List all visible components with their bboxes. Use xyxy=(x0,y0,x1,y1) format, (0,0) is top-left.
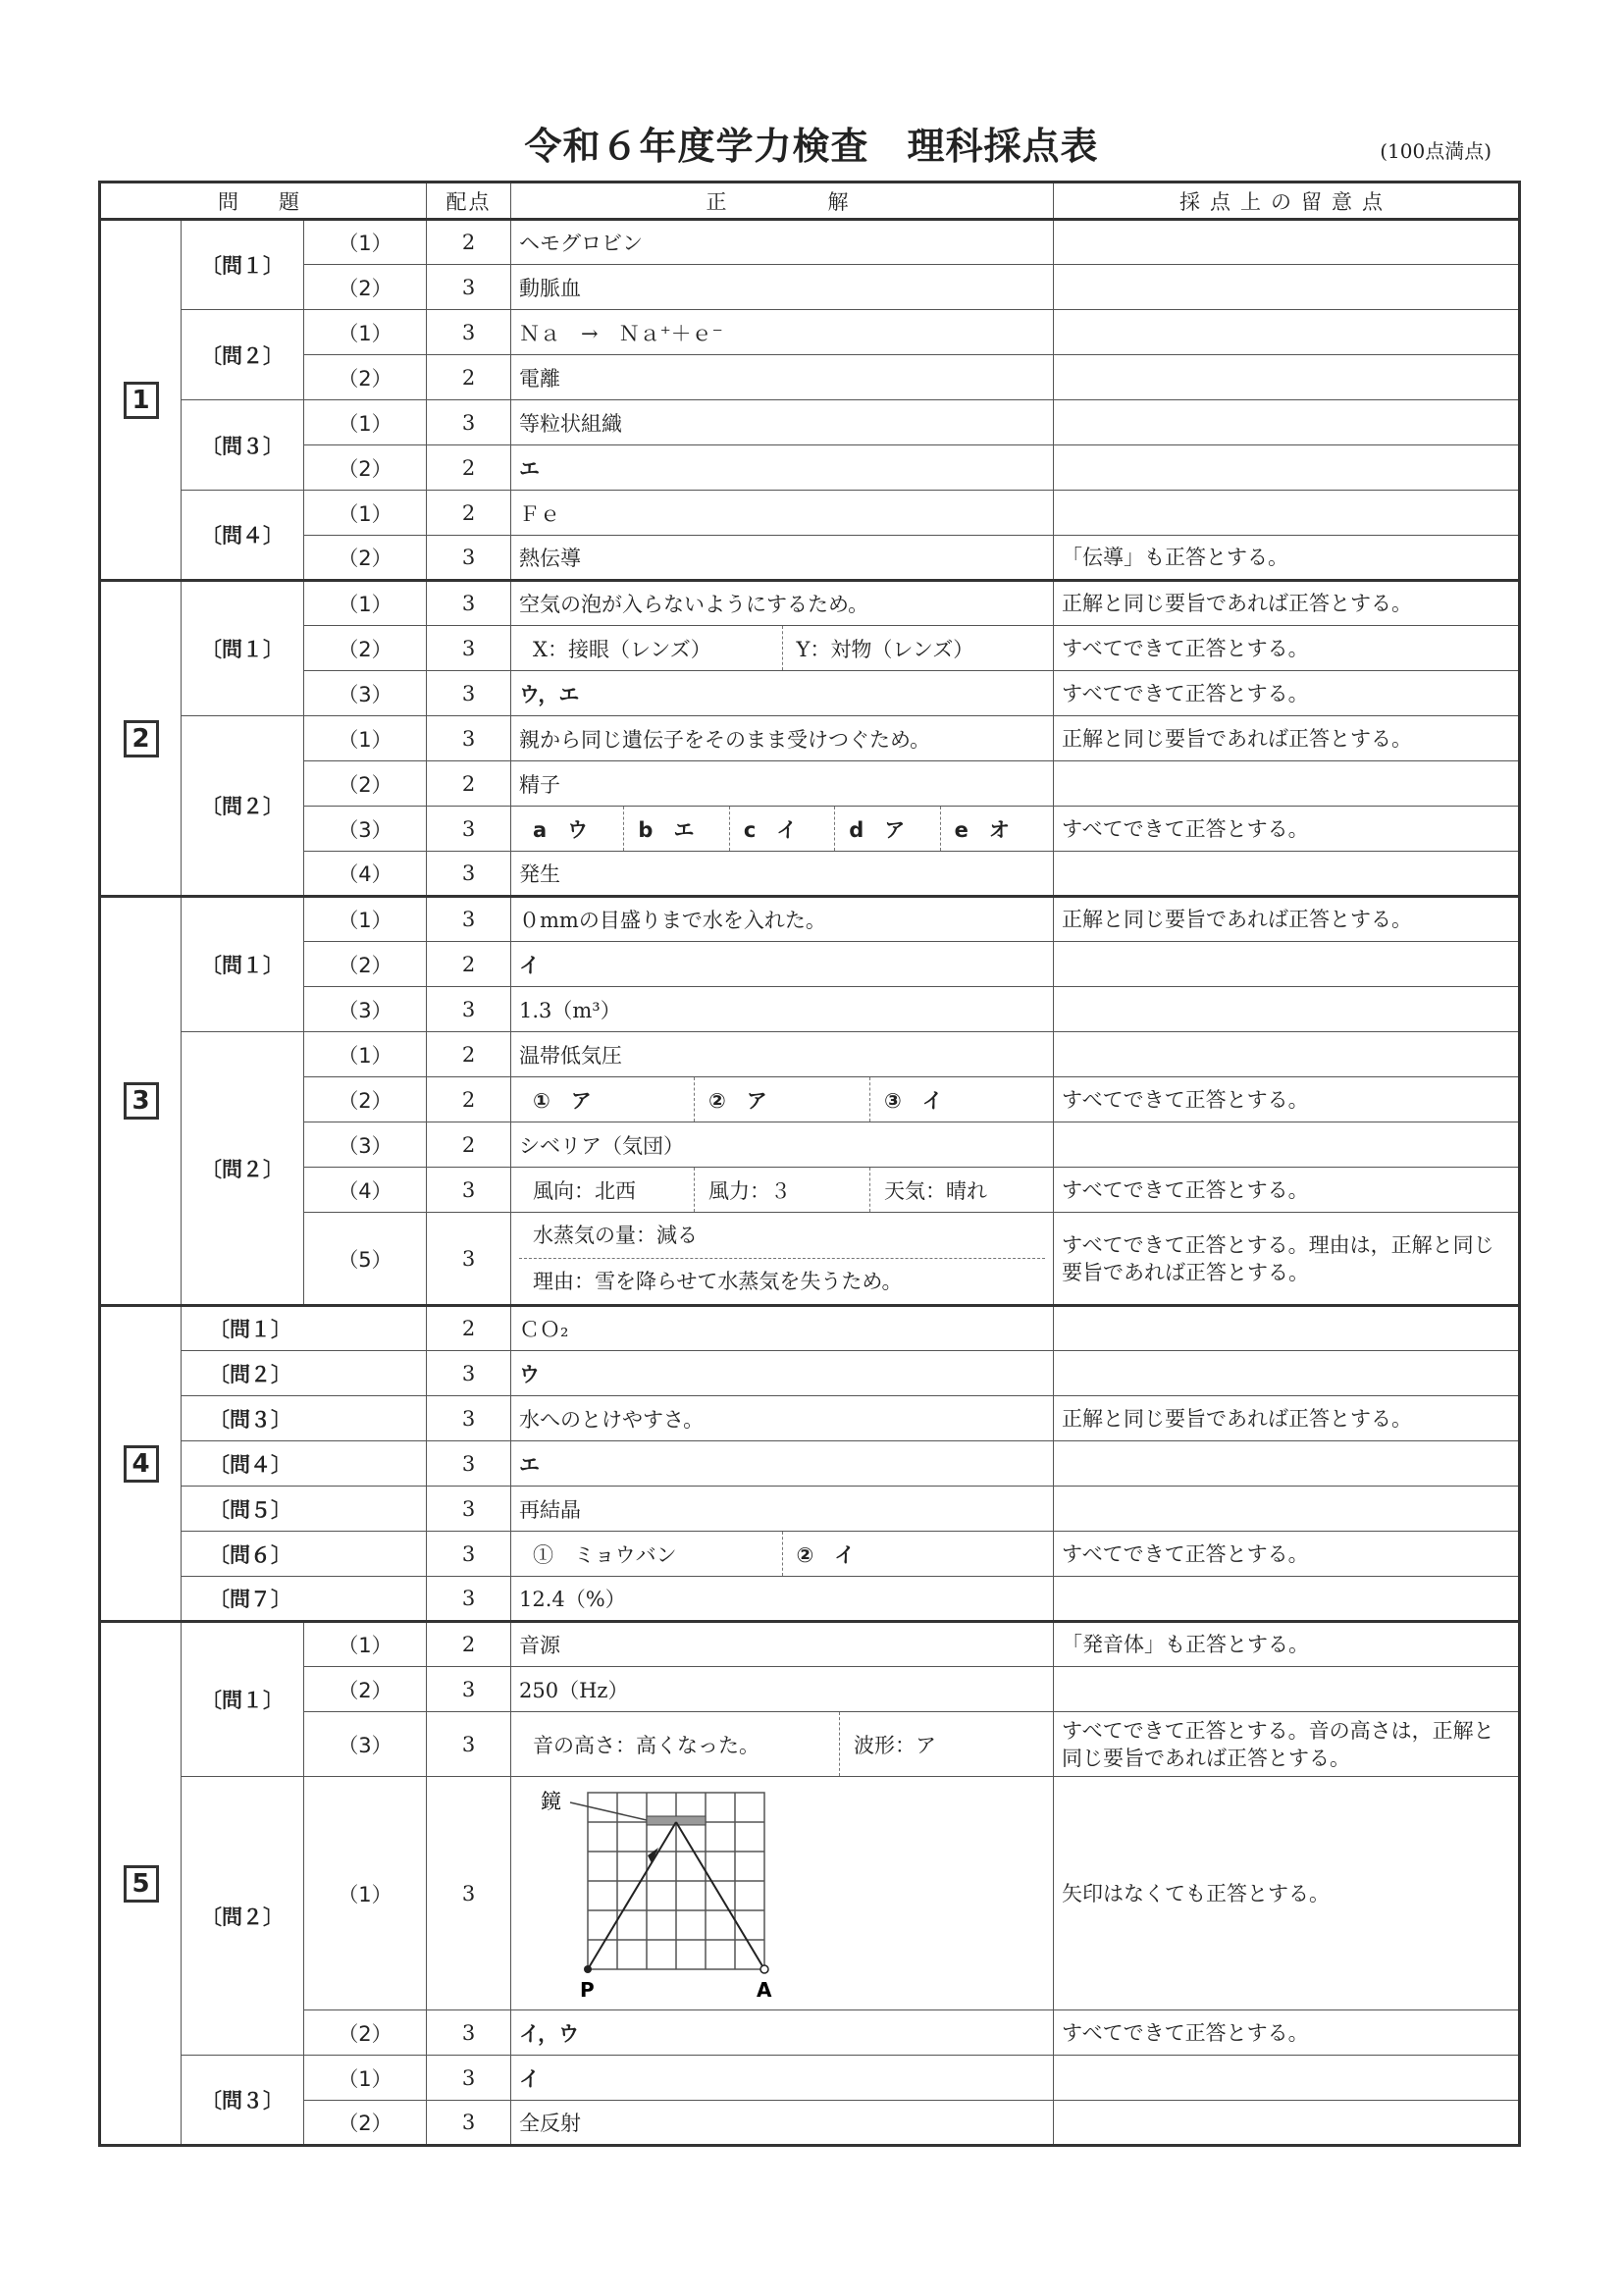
table-row xyxy=(100,1777,1520,2010)
answer: イ xyxy=(511,2056,1054,2101)
question-label: 〔問１〕 xyxy=(182,897,304,1032)
remarks xyxy=(1054,1441,1520,1487)
question-label: 〔問１〕 xyxy=(182,1306,427,1351)
remarks xyxy=(1054,1351,1520,1396)
sub-label: （4） xyxy=(304,852,427,897)
answer: 熱伝導 xyxy=(511,536,1054,581)
remarks: すべてできて正答とする。理由は，正解と同じ要旨であれば正答とする。 xyxy=(1054,1213,1520,1306)
table-row xyxy=(100,2101,1520,2146)
answer: ウ，エ xyxy=(511,671,1054,716)
remarks: すべてできて正答とする。音の高さは，正解と同じ要旨であれば正答とする。 xyxy=(1054,1712,1520,1777)
sub-label: （2） xyxy=(304,761,427,807)
question-label: 〔問１〕 xyxy=(182,581,304,716)
answer xyxy=(511,626,1054,671)
answer-part: ② ア xyxy=(694,1077,869,1122)
points: 3 xyxy=(427,1441,511,1487)
points: 2 xyxy=(427,445,511,491)
question-label: 〔問７〕 xyxy=(182,1577,427,1622)
header-remarks: 採点上の留意点 xyxy=(1054,183,1520,220)
points: 3 xyxy=(427,1577,511,1622)
remarks: 正解と同じ要旨であれば正答とする。 xyxy=(1054,1396,1520,1441)
remarks: 「発音体」も正答とする。 xyxy=(1054,1622,1520,1667)
answer: 親から同じ遺伝子をそのまま受けつぐため。 xyxy=(511,716,1054,761)
answer-part: 天気：晴れ xyxy=(869,1168,1045,1212)
remarks xyxy=(1054,1122,1520,1168)
table-row xyxy=(100,220,1520,265)
points: 2 xyxy=(427,1622,511,1667)
answer-part: ① ミョウバン xyxy=(533,1542,677,1567)
remarks xyxy=(1054,987,1520,1032)
section-3: 3 xyxy=(100,897,182,1306)
question-label: 〔問２〕 xyxy=(182,1032,304,1306)
table-row xyxy=(100,1487,1520,1532)
question-label: 〔問１〕 xyxy=(182,1622,304,1777)
answer xyxy=(511,807,1054,852)
points: 3 xyxy=(427,1351,511,1396)
answer: ＣＯ₂ xyxy=(511,1306,1054,1351)
header-answer: 正 解 xyxy=(511,183,1054,220)
table-row xyxy=(100,761,1520,807)
remarks xyxy=(1054,852,1520,897)
table-row xyxy=(100,626,1520,671)
remarks: すべてできて正答とする。 xyxy=(1054,626,1520,671)
points: 3 xyxy=(427,400,511,445)
label-p: P xyxy=(580,1978,595,2002)
remarks xyxy=(1054,2056,1520,2101)
sub-label: （1） xyxy=(304,400,427,445)
points: 2 xyxy=(427,355,511,400)
answer xyxy=(511,1712,1054,1777)
answer: エ xyxy=(511,1441,1054,1487)
answer xyxy=(511,1168,1054,1213)
sub-label: （2） xyxy=(304,445,427,491)
sub-label: （3） xyxy=(304,987,427,1032)
label-a: A xyxy=(757,1978,772,2002)
table-row xyxy=(100,1396,1520,1441)
table-row xyxy=(100,1532,1520,1577)
table-row xyxy=(100,716,1520,761)
answer-part: 風力：３ xyxy=(694,1168,869,1212)
question-label: 〔問６〕 xyxy=(182,1532,427,1577)
table-row xyxy=(100,265,1520,310)
sub-label: （1） xyxy=(304,220,427,265)
points: 3 xyxy=(427,1487,511,1532)
remarks xyxy=(1054,2101,1520,2146)
remarks xyxy=(1054,491,1520,536)
incident-ray xyxy=(588,1822,676,1969)
answer: エ xyxy=(511,445,1054,491)
points: 2 xyxy=(427,1077,511,1122)
answer: 空気の泡が入らないようにするため。 xyxy=(511,581,1054,626)
answer-part: 理由：雪を降らせて水蒸気を失うため。 xyxy=(533,1270,903,1293)
points: 3 xyxy=(427,1532,511,1577)
answer: Ｆｅ xyxy=(511,491,1054,536)
answer-part: a ウ xyxy=(533,817,589,842)
sub-label: （3） xyxy=(304,807,427,852)
table-row xyxy=(100,1168,1520,1213)
table-row xyxy=(100,1351,1520,1396)
question-label: 〔問３〕 xyxy=(182,400,304,491)
answer-part: ③ イ xyxy=(869,1077,1045,1122)
table-row xyxy=(100,1122,1520,1168)
answer: イ，ウ xyxy=(511,2010,1054,2056)
remarks: すべてできて正答とする。 xyxy=(1054,1168,1520,1213)
sub-label: （1） xyxy=(304,897,427,942)
table-row xyxy=(100,1306,1520,1351)
page-title: 令和６年度学力検査 理科採点表 xyxy=(524,124,1099,168)
answer-part: 風向：北西 xyxy=(533,1178,636,1203)
point-p xyxy=(584,1965,592,1973)
points: 3 xyxy=(427,987,511,1032)
table-row xyxy=(100,987,1520,1032)
points: 3 xyxy=(427,716,511,761)
sub-label: （1） xyxy=(304,716,427,761)
points: 3 xyxy=(427,1777,511,2010)
answer: 再結晶 xyxy=(511,1487,1054,1532)
table-row xyxy=(100,1213,1520,1306)
answer-part: 水蒸気の量：減る xyxy=(519,1213,1045,1259)
answer: ０mmの目盛りまで水を入れた。 xyxy=(511,897,1054,942)
section-2: 2 xyxy=(100,581,182,897)
points: 3 xyxy=(427,2010,511,2056)
sub-label: （1） xyxy=(304,581,427,626)
sub-label: （4） xyxy=(304,1168,427,1213)
sub-label: （2） xyxy=(304,626,427,671)
answer: 水へのとけやすさ。 xyxy=(511,1396,1054,1441)
answer xyxy=(511,1213,1054,1306)
answer: イ xyxy=(511,942,1054,987)
question-label: 〔問１〕 xyxy=(182,220,304,310)
table-row xyxy=(100,1077,1520,1122)
question-label: 〔問２〕 xyxy=(182,310,304,400)
points: 3 xyxy=(427,671,511,716)
point-a xyxy=(760,1965,768,1973)
scoring-table xyxy=(98,181,1521,2147)
sub-label: （3） xyxy=(304,1712,427,1777)
points: 3 xyxy=(427,1667,511,1712)
mirror-pointer xyxy=(570,1802,647,1820)
header-points: 配点 xyxy=(427,183,511,220)
answer: 1.3（m³） xyxy=(511,987,1054,1032)
points: 3 xyxy=(427,536,511,581)
points: 2 xyxy=(427,491,511,536)
points: 2 xyxy=(427,761,511,807)
question-label: 〔問２〕 xyxy=(182,716,304,897)
question-label: 〔問３〕 xyxy=(182,1396,427,1441)
remarks: 正解と同じ要旨であれば正答とする。 xyxy=(1054,897,1520,942)
remarks: すべてできて正答とする。 xyxy=(1054,807,1520,852)
table-row xyxy=(100,310,1520,355)
sub-label: （2） xyxy=(304,2101,427,2146)
sub-label: （5） xyxy=(304,1213,427,1306)
section-4: 4 xyxy=(100,1306,182,1622)
remarks: 矢印はなくても正答とする。 xyxy=(1054,1777,1520,2010)
sub-label: （2） xyxy=(304,1077,427,1122)
mirror-label: 鏡 xyxy=(541,1790,561,1813)
answer: 動脈血 xyxy=(511,265,1054,310)
sub-label: （1） xyxy=(304,2056,427,2101)
answer xyxy=(511,1077,1054,1122)
answer-part: e オ xyxy=(940,807,1045,851)
table-row xyxy=(100,400,1520,445)
points: 3 xyxy=(427,2101,511,2146)
remarks: 正解と同じ要旨であれば正答とする。 xyxy=(1054,581,1520,626)
remarks xyxy=(1054,445,1520,491)
answer-part: 音の高さ：高くなった。 xyxy=(533,1733,759,1757)
table-row xyxy=(100,1441,1520,1487)
points: 2 xyxy=(427,1306,511,1351)
remarks xyxy=(1054,265,1520,310)
answer: 温帯低気圧 xyxy=(511,1032,1054,1077)
remarks xyxy=(1054,942,1520,987)
answer-part: 波形：ア xyxy=(839,1712,1045,1776)
question-label: 〔問２〕 xyxy=(182,1351,427,1396)
sub-label: （2） xyxy=(304,2010,427,2056)
remarks xyxy=(1054,1577,1520,1622)
answer: ウ xyxy=(511,1351,1054,1396)
remarks: すべてできて正答とする。 xyxy=(1054,1532,1520,1577)
answer: 250（Hz） xyxy=(511,1667,1054,1712)
answer-part: d ア xyxy=(834,807,939,851)
answer-part: ① ア xyxy=(533,1088,592,1113)
answer xyxy=(511,1532,1054,1577)
answer: 音源 xyxy=(511,1622,1054,1667)
table-row xyxy=(100,1622,1520,1667)
points: 3 xyxy=(427,1396,511,1441)
table-row xyxy=(100,445,1520,491)
remarks xyxy=(1054,220,1520,265)
sub-label: （2） xyxy=(304,942,427,987)
answer: Ｎａ → Ｎａ⁺＋ｅ⁻ xyxy=(511,310,1054,355)
points: 2 xyxy=(427,220,511,265)
remarks xyxy=(1054,761,1520,807)
points: 3 xyxy=(427,265,511,310)
remarks: すべてできて正答とする。 xyxy=(1054,2010,1520,2056)
points: 2 xyxy=(427,942,511,987)
table-row xyxy=(100,2010,1520,2056)
points: 3 xyxy=(427,2056,511,2101)
answer-part: Y：対物（レンズ） xyxy=(782,626,1046,670)
points: 3 xyxy=(427,807,511,852)
remarks xyxy=(1054,1032,1520,1077)
answer xyxy=(511,1777,1054,2010)
section-5: 5 xyxy=(100,1622,182,2146)
table-row xyxy=(100,536,1520,581)
points: 3 xyxy=(427,581,511,626)
sub-label: （1） xyxy=(304,310,427,355)
table-row xyxy=(100,897,1520,942)
sub-label: （1） xyxy=(304,491,427,536)
remarks xyxy=(1054,310,1520,355)
question-label: 〔問３〕 xyxy=(182,2056,304,2146)
question-label: 〔問５〕 xyxy=(182,1487,427,1532)
remarks xyxy=(1054,400,1520,445)
remarks xyxy=(1054,1487,1520,1532)
table-row xyxy=(100,1032,1520,1077)
remarks: 「伝導」も正答とする。 xyxy=(1054,536,1520,581)
header-question: 問 題 xyxy=(100,183,427,220)
answer-part: c イ xyxy=(729,807,834,851)
points: 2 xyxy=(427,1032,511,1077)
table-row xyxy=(100,581,1520,626)
sub-label: （2） xyxy=(304,1667,427,1712)
sub-label: （3） xyxy=(304,1122,427,1168)
question-label: 〔問４〕 xyxy=(182,491,304,581)
answer: 等粒状組織 xyxy=(511,400,1054,445)
reflected-ray xyxy=(676,1822,764,1969)
table-row xyxy=(100,807,1520,852)
points: 3 xyxy=(427,897,511,942)
remarks xyxy=(1054,1667,1520,1712)
table-row xyxy=(100,2056,1520,2101)
remarks xyxy=(1054,355,1520,400)
answer: 精子 xyxy=(511,761,1054,807)
points: 3 xyxy=(427,1213,511,1306)
table-row xyxy=(100,671,1520,716)
mirror-diagram xyxy=(511,1777,1041,2005)
points: 3 xyxy=(427,1168,511,1213)
table-row xyxy=(100,942,1520,987)
remarks: すべてできて正答とする。 xyxy=(1054,1077,1520,1122)
table-row xyxy=(100,1577,1520,1622)
remarks: すべてできて正答とする。 xyxy=(1054,671,1520,716)
sub-label: （3） xyxy=(304,671,427,716)
remarks: 正解と同じ要旨であれば正答とする。 xyxy=(1054,716,1520,761)
answer: ヘモグロビン xyxy=(511,220,1054,265)
answer-part: X：接眼（レンズ） xyxy=(533,637,711,661)
table-row xyxy=(100,491,1520,536)
answer-part: ② イ xyxy=(782,1532,1046,1576)
table-row xyxy=(100,852,1520,897)
answer: 発生 xyxy=(511,852,1054,897)
sub-label: （1） xyxy=(304,1032,427,1077)
section-1: 1 xyxy=(100,220,182,581)
points: 3 xyxy=(427,626,511,671)
answer: シベリア（気団） xyxy=(511,1122,1054,1168)
answer: 12.4（%） xyxy=(511,1577,1054,1622)
sub-label: （1） xyxy=(304,1777,427,2010)
sub-label: （2） xyxy=(304,355,427,400)
answer: 全反射 xyxy=(511,2101,1054,2146)
points: 2 xyxy=(427,1122,511,1168)
sub-label: （2） xyxy=(304,265,427,310)
question-label: 〔問４〕 xyxy=(182,1441,427,1487)
question-label: 〔問２〕 xyxy=(182,1777,304,2056)
sub-label: （2） xyxy=(304,536,427,581)
table-row xyxy=(100,355,1520,400)
sub-label: （1） xyxy=(304,1622,427,1667)
points: 3 xyxy=(427,852,511,897)
points: 3 xyxy=(427,310,511,355)
full-score-note: (100点満点) xyxy=(1380,139,1492,163)
header-row xyxy=(100,183,1520,220)
answer-part: b エ xyxy=(623,807,728,851)
points: 3 xyxy=(427,1712,511,1777)
remarks xyxy=(1054,1306,1520,1351)
table-row xyxy=(100,1667,1520,1712)
table-row xyxy=(100,1712,1520,1777)
answer: 電離 xyxy=(511,355,1054,400)
